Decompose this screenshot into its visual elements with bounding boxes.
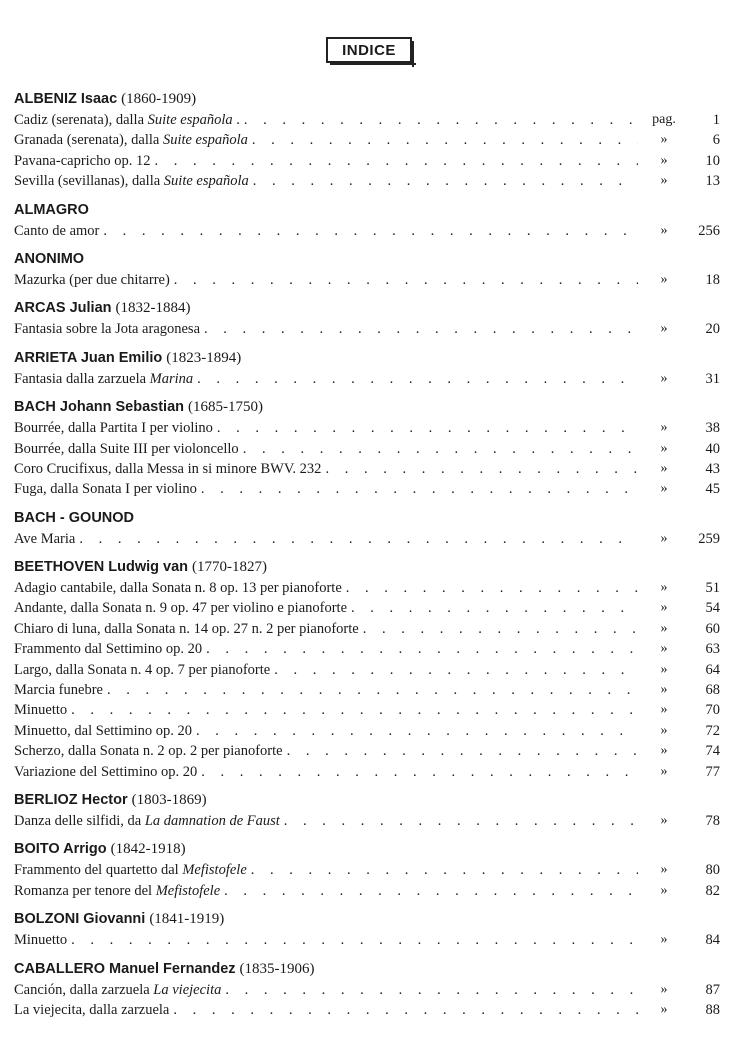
index-entry <box>14 578 720 598</box>
entry-title-text: Fuga, dalla Sonata I per violino <box>14 481 197 498</box>
index-entry <box>14 110 720 130</box>
index-entry <box>14 930 720 950</box>
page-number: 74 <box>705 743 720 760</box>
composer-section <box>14 908 720 950</box>
page-marker: » <box>660 620 668 636</box>
page-marker: » <box>660 132 668 148</box>
dot-leader <box>346 578 638 598</box>
dot-leader <box>244 110 638 130</box>
index-entry <box>14 598 720 618</box>
index-entry <box>14 418 720 438</box>
page-marker: » <box>660 580 668 596</box>
dot-leader <box>217 418 638 438</box>
page-marker: » <box>660 862 668 878</box>
composer-heading <box>14 838 720 860</box>
index-entry <box>14 221 720 241</box>
composer-section <box>14 556 720 782</box>
entry-title-text: Minuetto <box>14 702 68 719</box>
composer-heading <box>14 396 720 418</box>
entry-title <box>14 369 193 389</box>
dot-leader <box>173 1000 638 1020</box>
dot-leader <box>206 639 638 659</box>
entry-title <box>14 221 99 241</box>
page-marker: » <box>660 600 668 616</box>
composer-heading <box>14 556 720 578</box>
entry-title-italic: La viejecita <box>153 981 222 998</box>
entry-title <box>14 439 239 459</box>
composer-heading <box>14 199 720 221</box>
composer-dates: (1841-1919) <box>149 911 225 928</box>
entry-title <box>14 721 192 741</box>
composer-heading <box>14 347 720 369</box>
composer-name: BACH - GOUNOD <box>14 509 135 526</box>
composer-heading <box>14 789 720 811</box>
page-number: 87 <box>705 981 720 998</box>
entry-title <box>14 459 321 479</box>
entry-title-text: Ave Maria <box>14 530 76 547</box>
page-marker: » <box>660 981 668 997</box>
dot-leader <box>71 700 638 720</box>
entry-title-text: Andante, dalla Sonata n. 9 op. 47 per violino e pianoforte <box>14 600 348 617</box>
dot-leader <box>252 130 638 150</box>
entry-title-italic: Suite española <box>147 112 233 128</box>
page-marker: » <box>660 812 668 828</box>
page-number: 63 <box>705 641 720 658</box>
page-number: 1 <box>712 112 720 128</box>
page-number: 68 <box>705 682 720 699</box>
dot-leader <box>155 151 639 171</box>
composer-name: BOLZONI Giovanni <box>14 911 146 928</box>
page-marker: » <box>660 152 668 168</box>
entry-title <box>14 319 200 339</box>
page-number: 256 <box>698 222 720 239</box>
index-entry <box>14 479 720 499</box>
page-marker: » <box>660 481 668 497</box>
index-entry <box>14 860 720 880</box>
index-entry <box>14 439 720 459</box>
composer-name: BEETHOVEN Ludwig van <box>14 559 189 576</box>
page-marker: » <box>660 882 668 898</box>
index-entry <box>14 151 720 171</box>
entry-title-text: La viejecita, dalla zarzuela <box>14 1001 170 1018</box>
entry-title-text: Cadiz (serenata), dalla <box>14 112 148 128</box>
dot-leader <box>251 860 638 880</box>
entry-title-text: Canción, dalla zarzuela <box>14 981 154 998</box>
index-entry <box>14 369 720 389</box>
composer-name: ALBENIZ Isaac <box>14 91 118 107</box>
dot-leader <box>197 369 638 389</box>
entry-title <box>14 130 248 150</box>
entry-title <box>14 151 151 171</box>
page-number: 54 <box>705 600 720 617</box>
page-marker: » <box>660 460 668 476</box>
entry-title <box>14 598 347 618</box>
composer-name: CABALLERO Manuel Fernandez <box>14 960 236 977</box>
composer-dates: (1832-1884) <box>115 300 191 317</box>
entry-title <box>14 418 213 438</box>
entry-title-text: Pavana-capricho op. 12 <box>14 152 151 169</box>
composer-dates: (1685-1750) <box>188 399 263 416</box>
page-marker: » <box>660 702 668 718</box>
entry-title-text: Variazione del Settimino op. 20 <box>14 763 198 780</box>
composer-heading <box>14 297 720 319</box>
composer-section <box>14 347 720 389</box>
composer-heading <box>14 88 720 110</box>
dot-leader <box>253 171 638 191</box>
dot-leader <box>174 270 638 290</box>
entry-title-text: Coro Crucifixus, dalla Messa in si minore BWV. 232 <box>14 460 322 477</box>
page-number: 10 <box>705 152 720 169</box>
page-marker: » <box>660 530 668 546</box>
entry-title-italic: Mefistofele <box>155 882 221 899</box>
page-marker: » <box>660 370 668 386</box>
entry-title <box>14 700 67 720</box>
index-entry <box>14 529 720 549</box>
page-number: 70 <box>705 702 720 719</box>
page-marker: » <box>660 420 668 436</box>
entry-title-text: Frammento del quartetto dal <box>14 862 183 879</box>
entry-title <box>14 578 342 598</box>
entry-title <box>14 619 359 639</box>
composer-name: BERLIOZ Hector <box>14 791 128 808</box>
page-number: 80 <box>705 862 720 879</box>
dot-leader <box>325 459 638 479</box>
dot-leader <box>225 980 638 1000</box>
page-number: 45 <box>705 481 720 498</box>
entry-title-italic: Suite española <box>163 173 249 190</box>
page-number: 82 <box>705 882 720 899</box>
composer-section <box>14 396 720 500</box>
dot-leader <box>201 479 638 499</box>
composer-dates: (1803-1869) <box>131 791 207 808</box>
entry-title <box>14 762 197 782</box>
page-number: 259 <box>698 530 720 547</box>
composer-name: ANONIMO <box>14 250 85 267</box>
composer-dates: (1835-1906) <box>239 960 315 977</box>
page-number: 43 <box>705 460 720 477</box>
index-entry <box>14 459 720 479</box>
page-number: 88 <box>705 1001 720 1018</box>
page-marker: » <box>660 641 668 657</box>
entry-title-italic: Suite española <box>162 132 248 149</box>
index-entry <box>14 811 720 831</box>
entry-title <box>14 860 247 880</box>
index-entry <box>14 721 720 741</box>
entry-title-text: Canto de amor <box>14 222 100 239</box>
entry-title-italic: Mefistofele <box>182 862 247 879</box>
dot-leader <box>284 811 638 831</box>
page-number: 72 <box>705 722 720 739</box>
page-number: 77 <box>705 763 720 780</box>
entry-title-text: Chiaro di luna, dalla Sonata n. 14 op. 27 n. 2 per pianoforte <box>14 620 359 637</box>
entry-title <box>14 881 220 901</box>
composer-section <box>14 958 720 1021</box>
entry-title-text: Sevilla (sevillanas), dalla <box>14 173 164 190</box>
dot-leader <box>196 721 638 741</box>
dot-leader <box>363 619 638 639</box>
entry-title-text: Fantasia sobre la Jota aragonesa <box>14 321 201 338</box>
dot-leader <box>107 680 638 700</box>
index-title: INDICE <box>326 37 412 63</box>
composer-section <box>14 248 720 290</box>
composer-dates: (1823-1894) <box>166 349 242 366</box>
composer-heading <box>14 958 720 980</box>
composer-heading <box>14 908 720 930</box>
page-number: 40 <box>705 440 720 457</box>
dot-leader <box>243 439 638 459</box>
page-marker: » <box>660 222 668 238</box>
entry-title-text: Bourrée, dalla Suite III per violoncello <box>14 440 239 457</box>
dot-leader <box>103 221 638 241</box>
page-number: 38 <box>705 420 720 437</box>
index-list <box>14 88 720 1022</box>
dot-leader <box>204 319 638 339</box>
index-entry <box>14 700 720 720</box>
page-number: 60 <box>705 620 720 637</box>
composer-section <box>14 199 720 241</box>
composer-name: BACH Johann Sebastian <box>14 399 184 416</box>
page-marker: pag. <box>652 112 676 127</box>
entry-title <box>14 741 283 761</box>
page-number: 6 <box>712 132 720 149</box>
page-number: 20 <box>705 321 720 338</box>
dot-leader <box>351 598 638 618</box>
page-number: 13 <box>705 173 720 190</box>
index-entry <box>14 741 720 761</box>
page-marker: » <box>660 932 668 948</box>
page-marker: » <box>660 661 668 677</box>
entry-title <box>14 270 170 290</box>
page-number: 18 <box>705 271 720 288</box>
dot-leader <box>71 930 638 950</box>
index-entry <box>14 660 720 680</box>
page-number: 51 <box>705 580 720 597</box>
composer-name: BOITO Arrigo <box>14 841 107 858</box>
page-marker: » <box>660 763 668 779</box>
index-entry <box>14 270 720 290</box>
page-marker: » <box>660 440 668 456</box>
entry-title <box>14 930 67 950</box>
composer-heading <box>14 248 720 270</box>
composer-dates: (1770-1827) <box>192 559 268 576</box>
page-marker: » <box>660 271 668 287</box>
dot-leader <box>224 881 638 901</box>
entry-title-italic: La damnation de Faust <box>144 812 280 829</box>
entry-title-text: Adagio cantabile, dalla Sonata n. 8 op. 13 per pianoforte <box>14 580 342 597</box>
entry-title-text: Danza delle silfidi, da <box>14 812 145 829</box>
composer-name: ARCAS Julian <box>14 300 112 317</box>
page-marker: » <box>660 743 668 759</box>
index-entry <box>14 619 720 639</box>
entry-title-text: Minuetto <box>14 932 68 949</box>
entry-title <box>14 811 280 831</box>
entry-title-text: Scherzo, dalla Sonata n. 2 op. 2 per pianoforte <box>14 743 283 760</box>
entry-title-text: Fantasia dalla zarzuela <box>14 370 150 387</box>
page-marker: » <box>660 321 668 337</box>
entry-title-italic: Marina <box>149 370 194 387</box>
page-number: 64 <box>705 661 720 678</box>
entry-title <box>14 680 103 700</box>
entry-title-text: Granada (serenata), dalla <box>14 132 163 149</box>
entry-title <box>14 171 249 191</box>
entry-title <box>14 639 202 659</box>
index-entry <box>14 171 720 191</box>
page-marker: » <box>660 1001 668 1017</box>
entry-title <box>14 479 197 499</box>
index-entry <box>14 680 720 700</box>
composer-dates: (1842-1918) <box>110 841 186 858</box>
dot-leader <box>201 762 638 782</box>
index-entry <box>14 319 720 339</box>
entry-title-text: Largo, dalla Sonata n. 4 op. 7 per pianoforte <box>14 661 271 678</box>
page-number: 31 <box>705 370 720 387</box>
page-marker: » <box>660 682 668 698</box>
page-number: 78 <box>705 812 720 829</box>
dot-leader <box>274 660 638 680</box>
dot-leader <box>287 741 638 761</box>
composer-section <box>14 507 720 549</box>
composer-section <box>14 88 720 192</box>
index-entry <box>14 762 720 782</box>
composer-heading <box>14 507 720 529</box>
composer-section <box>14 789 720 831</box>
entry-title-text: Minuetto, dal Settimino op. 20 <box>14 722 193 739</box>
entry-title <box>14 110 240 130</box>
entry-title-text: Bourrée, dalla Partita I per violino <box>14 420 213 437</box>
entry-title-suffix: . <box>232 112 240 128</box>
composer-name: ALMAGRO <box>14 201 89 218</box>
page-number: 84 <box>705 932 720 949</box>
page-marker: » <box>660 173 668 189</box>
entry-title-text: Marcia funebre <box>14 682 103 699</box>
index-entry <box>14 1000 720 1020</box>
composer-dates: (1860-1909) <box>121 91 197 107</box>
composer-name: ARRIETA Juan Emilio <box>14 349 163 366</box>
entry-title <box>14 529 75 549</box>
index-entry <box>14 639 720 659</box>
entry-title <box>14 660 270 680</box>
index-entry <box>14 881 720 901</box>
entry-title-text: Mazurka (per due chitarre) <box>14 271 170 288</box>
entry-title <box>14 1000 169 1020</box>
dot-leader <box>79 529 638 549</box>
composer-section <box>14 838 720 901</box>
composer-section <box>14 297 720 339</box>
index-entry <box>14 130 720 150</box>
entry-title <box>14 980 221 1000</box>
entry-title-text: Frammento dal Settimino op. 20 <box>14 641 203 658</box>
page-marker: » <box>660 722 668 738</box>
index-entry <box>14 980 720 1000</box>
entry-title-text: Romanza per tenore del <box>14 882 156 899</box>
